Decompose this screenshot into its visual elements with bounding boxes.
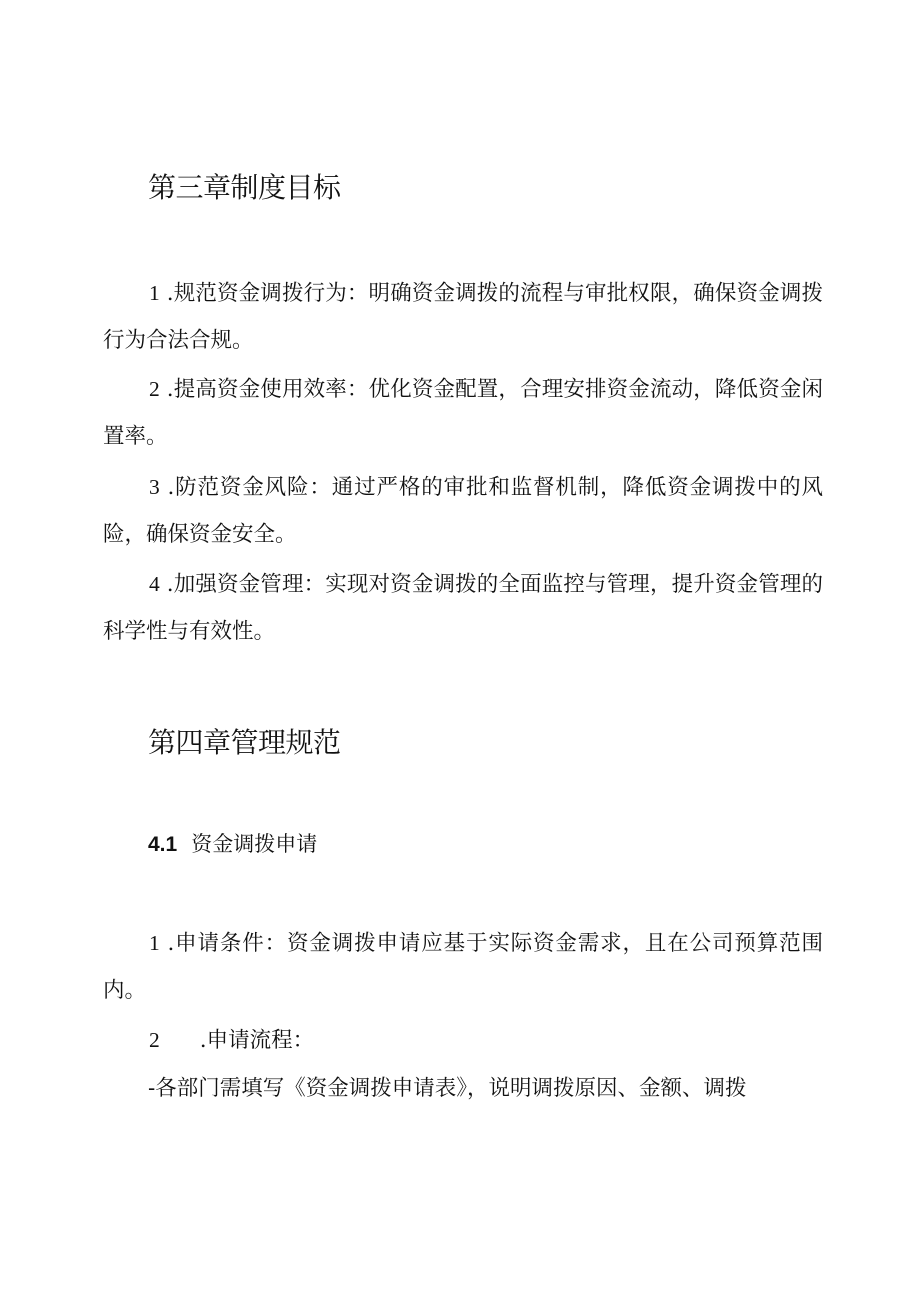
chapter-3-item-1: [103, 270, 823, 364]
item-number: 3: [149, 475, 160, 499]
chapter-3-item-2: [103, 366, 823, 460]
item-text: .提高资金使用效率：优化资金配置，合理安排资金流动，降低资金闲置率。: [103, 377, 823, 449]
item-text: .规范资金调拨行为：明确资金调拨的流程与审批权限，确保资金调拨行为合法合规。: [103, 281, 823, 353]
item-text: .申请条件：资金调拨申请应基于实际资金需求，且在公司预算范围内。: [103, 931, 823, 1003]
section-4-1-heading: [148, 829, 317, 860]
application-form-bullet: -各部门需填写《资金调拨申请表》，说明调拨原因、金额、调拨: [148, 1076, 747, 1101]
item-number: 1: [149, 931, 160, 955]
chapter-3-item-4: [103, 561, 823, 655]
chapter-3-heading: 第三章制度目标: [148, 171, 341, 204]
item-number: 2: [149, 1028, 160, 1052]
chapter-4-item-2: [103, 1017, 823, 1064]
item-text: .防范资金风险：通过严格的审批和监督机制，降低资金调拨中的风险，确保资金安全。: [103, 475, 823, 547]
chapter-4-item-1: [103, 920, 823, 1014]
item-text: .加强资金管理：实现对资金调拨的全面监控与管理，提升资金管理的科学性与有效性。: [103, 572, 823, 644]
item-text: .申请流程：: [199, 1028, 315, 1053]
chapter-3-item-3: [103, 464, 823, 558]
section-number: 4.1: [148, 833, 178, 856]
chapter-4-heading: 第四章管理规范: [148, 726, 341, 759]
item-number: 1: [149, 281, 160, 305]
section-title: 资金调拨申请: [191, 832, 318, 856]
item-number: 2: [149, 377, 160, 401]
item-number: 4: [149, 572, 160, 596]
